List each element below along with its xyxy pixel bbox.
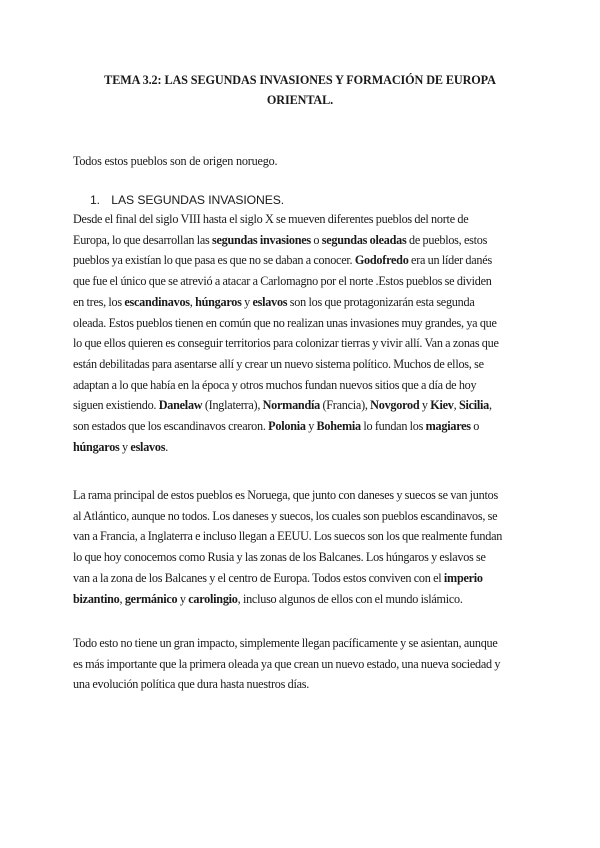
text-line bbox=[73, 271, 533, 292]
text-run: van a Francia, a Inglaterra e incluso llegan a EEUU. Los suecos son los que realmente fundan bbox=[73, 529, 503, 544]
bold-term: húngaros bbox=[73, 439, 120, 454]
text-run: , bbox=[453, 398, 459, 413]
text-run: y bbox=[241, 294, 253, 309]
intro-paragraph: Todos estos pueblos son de origen noruego. bbox=[73, 154, 278, 168]
text-run: son estados que los escandinavos crearon. bbox=[73, 419, 269, 434]
text-line bbox=[73, 485, 533, 506]
text-line bbox=[73, 547, 533, 568]
text-run: de pueblos, estos bbox=[406, 232, 488, 247]
bold-term: segundas oleadas bbox=[321, 232, 407, 247]
text-line bbox=[73, 250, 533, 271]
text-run: lo fundan los bbox=[360, 419, 426, 434]
bold-term: Danelaw bbox=[158, 398, 203, 413]
text-run: están debilitadas para asentarse allí y crear un nuevo sistema político. Muchos de ellos, se bbox=[73, 356, 484, 371]
body-paragraph-2 bbox=[73, 485, 533, 609]
text-run: son los que protagonizarán esta segunda bbox=[287, 294, 475, 309]
text-run: y bbox=[177, 591, 189, 606]
text-run: Desde el final del siglo VIII hasta el siglo X se mueven diferentes pueblos del norte de bbox=[73, 212, 469, 226]
body-paragraph-3 bbox=[73, 633, 533, 695]
text-run: , bbox=[189, 294, 196, 309]
title-line-2: ORIENTAL. bbox=[266, 93, 334, 107]
text-run: La rama principal de estos pueblos es Noruega, que junto con daneses y suecos se van juntos bbox=[73, 488, 498, 502]
text-line bbox=[73, 230, 533, 251]
bold-term: eslavos bbox=[130, 439, 166, 454]
body-paragraph-1 bbox=[73, 209, 533, 457]
text-run: lo que hoy conocemos como Rusia y las zonas de los Balcanes. Los húngaros y eslavos se bbox=[73, 550, 486, 565]
text-line bbox=[73, 674, 533, 695]
text-run: pueblos ya existían lo que pasa es que no se daban a conocer. bbox=[73, 253, 355, 268]
text-line bbox=[73, 526, 533, 547]
bold-term: Polonia bbox=[268, 419, 306, 434]
text-run: Europa, lo que desarrollan las bbox=[73, 232, 212, 247]
page-title bbox=[92, 70, 508, 110]
text-line bbox=[73, 589, 533, 610]
text-line bbox=[73, 416, 533, 437]
bold-term: bizantino bbox=[73, 591, 120, 606]
bold-term: segundas invasiones bbox=[211, 232, 311, 247]
text-run: o bbox=[470, 419, 480, 434]
text-line bbox=[73, 633, 533, 654]
text-run: es más importante que la primera oleada ya que crean un nuevo estado, una nueva sociedad y bbox=[73, 656, 501, 671]
text-run: (Inglaterra), bbox=[202, 398, 263, 413]
text-line bbox=[73, 568, 533, 589]
text-line bbox=[73, 333, 533, 354]
text-run: Todo esto no tiene un gran impacto, simplemente llegan pacíficamente y se asientan, aunque bbox=[73, 636, 498, 650]
text-run: al Atlántico, aunque no todos. Los daneses y suecos, los cuales son pueblos escandinavos, se bbox=[73, 508, 498, 523]
text-run: siguen existiendo. bbox=[73, 398, 159, 413]
text-line bbox=[73, 209, 533, 230]
text-run: oleada. Estos pueblos tienen en común que no realizan unas invasiones muy grandes, ya que bbox=[73, 315, 497, 330]
text-run: . bbox=[165, 439, 169, 454]
bold-term: magiares bbox=[425, 419, 471, 434]
bold-term: húngaros bbox=[195, 294, 242, 309]
bold-term: Normandía bbox=[262, 398, 320, 413]
text-run: van a la zona de los Balcanes y el centro de Europa. Todos estos conviven con el bbox=[73, 570, 444, 585]
text-run: , bbox=[119, 591, 125, 606]
text-run: y bbox=[419, 398, 431, 413]
section-number: 1. bbox=[90, 193, 100, 207]
text-run: adaptan a lo que había en la época y otros muchos fundan nuevos sitios que a día de hoy bbox=[73, 377, 477, 392]
bold-term: carolingio bbox=[188, 591, 238, 606]
text-run: y bbox=[119, 439, 131, 454]
bold-term: Sicilia bbox=[458, 398, 490, 413]
text-run: , incluso algunos de ellos con el mundo islámico. bbox=[237, 591, 463, 606]
text-run: en tres, los bbox=[73, 294, 125, 309]
text-run: lo que ellos quieren es conseguir territorios para colonizar tierras y vivir allí. Van a zonas que bbox=[73, 336, 499, 351]
text-line bbox=[73, 506, 533, 527]
text-run: era un líder danés bbox=[408, 253, 492, 268]
bold-term: escandinavos bbox=[124, 294, 190, 309]
bold-term: Godofredo bbox=[354, 253, 409, 268]
bold-term: Kiev bbox=[430, 398, 454, 413]
text-line bbox=[73, 375, 533, 396]
text-run: o bbox=[310, 232, 322, 247]
text-run: (Francia), bbox=[319, 398, 371, 413]
text-line bbox=[73, 437, 533, 458]
text-run: una evolución política que dura hasta nuestros días. bbox=[73, 677, 310, 692]
text-line bbox=[73, 654, 533, 675]
text-run: , bbox=[489, 398, 492, 413]
text-line bbox=[73, 354, 533, 375]
text-line bbox=[73, 313, 533, 334]
section-heading bbox=[90, 191, 284, 209]
bold-term: imperio bbox=[443, 570, 483, 585]
bold-term: Bohemia bbox=[316, 419, 361, 434]
title-line-1: TEMA 3.2: LAS SEGUNDAS INVASIONES Y FORMACIÓN DE EUROPA bbox=[104, 73, 496, 87]
bold-term: germánico bbox=[124, 591, 178, 606]
text-line bbox=[73, 395, 533, 416]
text-line bbox=[73, 292, 533, 313]
section-title: LAS SEGUNDAS INVASIONES. bbox=[111, 193, 285, 207]
bold-term: Novgorod bbox=[370, 398, 420, 413]
text-run: y bbox=[305, 419, 317, 434]
text-run: que fue el único que se atrevió a atacar a Carlomagno por el norte .Estos pueblos se dividen bbox=[73, 274, 492, 289]
bold-term: eslavos bbox=[252, 294, 288, 309]
